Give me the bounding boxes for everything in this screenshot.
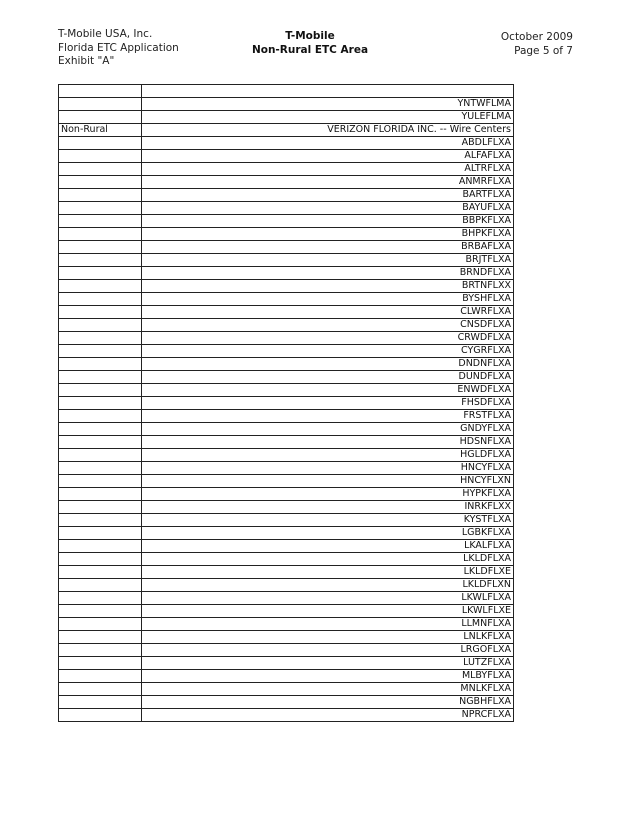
table-row (59, 85, 514, 98)
wire-center-cell: LKWLFLXE (142, 605, 514, 618)
area-cell (59, 605, 142, 618)
wire-center-cell: CLWRFLXA (142, 306, 514, 319)
wire-center-cell: ENWDFLXA (142, 384, 514, 397)
area-cell (59, 319, 142, 332)
table-row (59, 228, 514, 241)
area-cell (59, 345, 142, 358)
table-row (59, 501, 514, 514)
wire-center-cell: BRBAFLXA (142, 241, 514, 254)
document-title: T-Mobile (285, 30, 335, 42)
area-cell (59, 202, 142, 215)
area-cell (59, 176, 142, 189)
table-row (59, 683, 514, 696)
table-row (59, 696, 514, 709)
wire-center-cell: LLMNFLXA (142, 618, 514, 631)
area-cell (59, 696, 142, 709)
table-row (59, 540, 514, 553)
wire-center-cell: BHPKFLXA (142, 228, 514, 241)
table-row (59, 644, 514, 657)
area-cell (59, 501, 142, 514)
wire-center-cell: INRKFLXX (142, 501, 514, 514)
table-row (59, 527, 514, 540)
area-cell (59, 85, 142, 98)
wire-center-cell: CYGRFLXA (142, 345, 514, 358)
table-row (59, 475, 514, 488)
area-cell (59, 436, 142, 449)
table-row (59, 670, 514, 683)
table-row (59, 163, 514, 176)
wire-center-cell: VERIZON FLORIDA INC. -- Wire Centers (142, 124, 514, 137)
table-row (59, 384, 514, 397)
table-row (59, 618, 514, 631)
area-cell (59, 540, 142, 553)
wire-center-cell: LKLDFLXE (142, 566, 514, 579)
area-cell (59, 527, 142, 540)
wire-center-cell: LRGOFLXA (142, 644, 514, 657)
wire-center-cell: LKLDFLXN (142, 579, 514, 592)
wire-center-cell: BRNDFLXA (142, 267, 514, 280)
wire-center-table (58, 84, 514, 722)
area-cell: Non-Rural (59, 124, 142, 137)
wire-center-cell: BBPKFLXA (142, 215, 514, 228)
document-date: October 2009 (500, 31, 573, 43)
table-row (59, 345, 514, 358)
wire-center-cell: ABDLFLXA (142, 137, 514, 150)
wire-center-cell: DNDNFLXA (142, 358, 514, 371)
area-cell (59, 423, 142, 436)
header-left (58, 28, 179, 69)
area-cell (59, 644, 142, 657)
area-cell (59, 618, 142, 631)
wire-center-cell: GNDYFLXA (142, 423, 514, 436)
table-row (59, 462, 514, 475)
table-row (59, 488, 514, 501)
header-right (501, 31, 573, 58)
wire-center-cell: DUNDFLXA (142, 371, 514, 384)
wire-center-cell: ALFAFLXA (142, 150, 514, 163)
wire-center-cell: HNCYFLXA (142, 462, 514, 475)
wire-center-cell: CRWDFLXA (142, 332, 514, 345)
wire-center-cell: HGLDFLXA (142, 449, 514, 462)
table-row (59, 280, 514, 293)
wire-center-cell: LKWLFLXA (142, 592, 514, 605)
table-row (59, 657, 514, 670)
area-cell (59, 462, 142, 475)
area-cell (59, 254, 142, 267)
wire-center-cell: HYPKFLXA (142, 488, 514, 501)
table-row (59, 358, 514, 371)
table-row (59, 631, 514, 644)
wire-center-cell: ALTRFLXA (142, 163, 514, 176)
table-row (59, 306, 514, 319)
area-cell (59, 397, 142, 410)
header-center (215, 30, 405, 57)
table-row (59, 241, 514, 254)
area-cell (59, 228, 142, 241)
table-row (59, 436, 514, 449)
table-row (59, 449, 514, 462)
table-row (59, 293, 514, 306)
area-cell (59, 371, 142, 384)
area-cell (59, 293, 142, 306)
area-cell (59, 566, 142, 579)
wire-center-cell: HDSNFLXA (142, 436, 514, 449)
area-cell (59, 683, 142, 696)
wire-center-cell: YULEFLMA (142, 111, 514, 124)
table-row (59, 371, 514, 384)
table-row (59, 709, 514, 722)
table-row (59, 267, 514, 280)
wire-center-table-body (59, 85, 514, 722)
area-cell (59, 592, 142, 605)
table-row (59, 254, 514, 267)
table-row (59, 514, 514, 527)
area-cell (59, 267, 142, 280)
table-row (59, 397, 514, 410)
table-row (59, 202, 514, 215)
wire-center-cell: YNTWFLMA (142, 98, 514, 111)
area-cell (59, 150, 142, 163)
area-cell (59, 631, 142, 644)
area-cell (59, 709, 142, 722)
table-row (59, 319, 514, 332)
wire-center-cell (142, 85, 514, 98)
wire-center-cell: NPRCFLXA (142, 709, 514, 722)
area-cell (59, 111, 142, 124)
wire-center-cell: FHSDFLXA (142, 397, 514, 410)
wire-center-cell: BAYUFLXA (142, 202, 514, 215)
wire-center-cell: BYSHFLXA (142, 293, 514, 306)
area-cell (59, 670, 142, 683)
company-name: T-Mobile USA, Inc. (58, 28, 153, 40)
area-cell (59, 306, 142, 319)
area-cell (59, 475, 142, 488)
area-cell (59, 98, 142, 111)
wire-center-cell: BRTNFLXX (142, 280, 514, 293)
table-row (59, 566, 514, 579)
wire-center-cell: MNLKFLXA (142, 683, 514, 696)
table-row (59, 410, 514, 423)
table-row (59, 553, 514, 566)
wire-center-cell: LNLKFLXA (142, 631, 514, 644)
table-row (59, 176, 514, 189)
document-subtitle: Non-Rural ETC Area (251, 43, 369, 56)
table-row (59, 137, 514, 150)
area-cell (59, 657, 142, 670)
table-row (59, 98, 514, 111)
table-row (59, 332, 514, 345)
area-cell (59, 163, 142, 176)
area-cell (59, 241, 142, 254)
application-name: Florida ETC Application (58, 41, 179, 54)
table-row (59, 605, 514, 618)
area-cell (59, 358, 142, 371)
area-cell (59, 280, 142, 293)
area-cell (59, 384, 142, 397)
page-number: Page 5 of 7 (514, 44, 573, 57)
area-cell (59, 410, 142, 423)
area-cell (59, 553, 142, 566)
area-cell (59, 579, 142, 592)
wire-center-cell: ANMRFLXA (142, 176, 514, 189)
wire-center-cell: MLBYFLXA (142, 670, 514, 683)
table-row (59, 592, 514, 605)
area-cell (59, 189, 142, 202)
area-cell (59, 488, 142, 501)
wire-center-cell: BRJTFLXA (142, 254, 514, 267)
table-row (59, 124, 514, 137)
table-row (59, 579, 514, 592)
area-cell (59, 137, 142, 150)
area-cell (59, 215, 142, 228)
wire-center-cell: NGBHFLXA (142, 696, 514, 709)
area-cell (59, 514, 142, 527)
wire-center-cell: LGBKFLXA (142, 527, 514, 540)
table-row (59, 189, 514, 202)
table-row (59, 150, 514, 163)
table-row (59, 423, 514, 436)
wire-center-cell: LKALFLXA (142, 540, 514, 553)
wire-center-cell: KYSTFLXA (142, 514, 514, 527)
area-cell (59, 449, 142, 462)
wire-center-cell: LKLDFLXA (142, 553, 514, 566)
wire-center-cell: HNCYFLXN (142, 475, 514, 488)
wire-center-cell: BARTFLXA (142, 189, 514, 202)
wire-center-cell: FRSTFLXA (142, 410, 514, 423)
table-row (59, 111, 514, 124)
area-cell (59, 332, 142, 345)
table-row (59, 215, 514, 228)
exhibit-label: Exhibit "A" (58, 55, 115, 67)
wire-center-cell: LUTZFLXA (142, 657, 514, 670)
wire-center-cell: CNSDFLXA (142, 319, 514, 332)
